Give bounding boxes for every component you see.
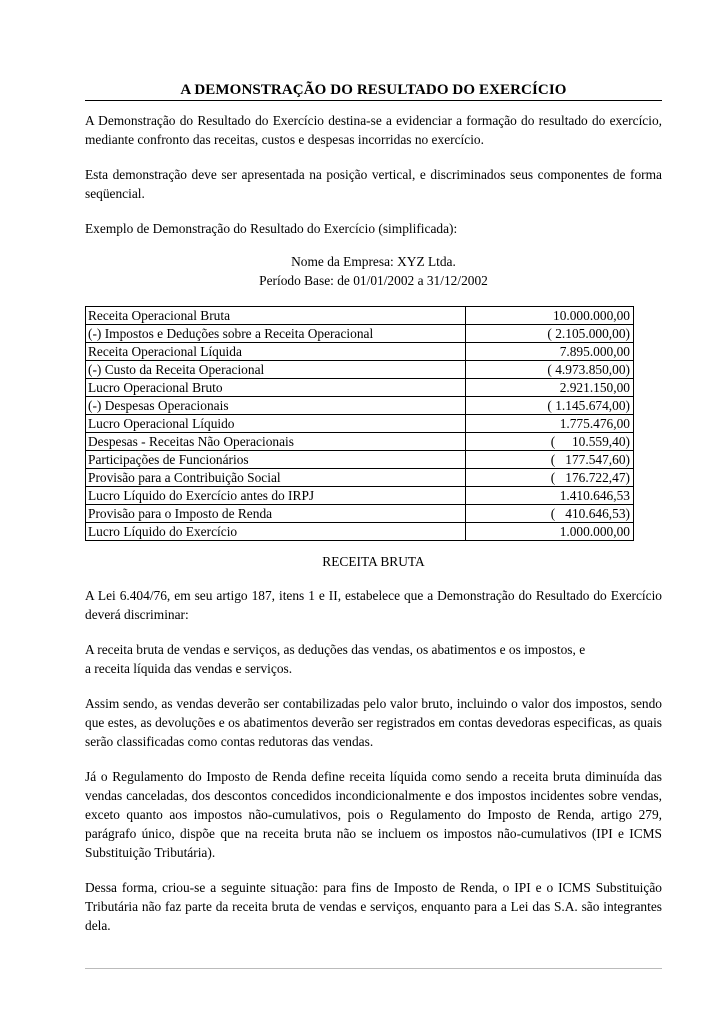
section-heading: RECEITA BRUTA	[322, 554, 425, 569]
row-value: ( 4.973.850,00)	[466, 361, 634, 379]
row-value: ( 1.145.674,00)	[466, 397, 634, 415]
row-value: ( 10.559,40)	[466, 433, 634, 451]
table-row	[86, 523, 634, 541]
section-list-line-2: a receita líquida das vendas e serviços.	[85, 661, 293, 676]
row-value: 1.775.476,00	[466, 415, 634, 433]
table-row	[86, 505, 634, 523]
row-value: 1.410.646,53	[466, 487, 634, 505]
row-label: Despesas - Receitas Não Operacionais	[86, 433, 466, 451]
table-row	[86, 361, 634, 379]
table-row	[86, 379, 634, 397]
table-row	[86, 343, 634, 361]
section-paragraph-2: Assim sendo, as vendas deverão ser contabilizadas pelo valor bruto, incluindo o valor dos impostos, sendo que estes, as devoluções e os abatimentos deverão ser registrados em contas devedoras especificas, as quais serão classificadas como contas redutoras das vendas.	[85, 696, 662, 749]
document-page	[85, 82, 662, 951]
row-label: Provisão para o Imposto de Renda	[86, 505, 466, 523]
section-paragraph-1: A Lei 6.404/76, em seu artigo 187, itens 1 e II, estabelece que a Demonstração do Resultado do Exercício deverá discriminar:	[85, 588, 662, 622]
row-label: Receita Operacional Líquida	[86, 343, 466, 361]
row-value: 2.921.150,00	[466, 379, 634, 397]
row-value: 1.000.000,00	[466, 523, 634, 541]
row-label: (-) Impostos e Deduções sobre a Receita Operacional	[86, 325, 466, 343]
section-paragraph-4: Dessa forma, criou-se a seguinte situação: para fins de Imposto de Renda, o IPI e o ICMS Substituição Tributária não faz parte da receita bruta de vendas e serviços, enquanto para a Lei das S.A. são integrantes dela.	[85, 880, 662, 933]
period: Período Base: de 01/01/2002 a 31/12/2002	[259, 273, 488, 288]
row-value: ( 2.105.000,00)	[466, 325, 634, 343]
table-row	[86, 433, 634, 451]
company-header	[85, 252, 662, 290]
row-value: ( 176.722,47)	[466, 469, 634, 487]
row-label: Lucro Operacional Líquido	[86, 415, 466, 433]
row-label: Lucro Operacional Bruto	[86, 379, 466, 397]
row-label: Provisão para a Contribuição Social	[86, 469, 466, 487]
row-label: (-) Custo da Receita Operacional	[86, 361, 466, 379]
income-statement-table	[85, 306, 634, 541]
row-value: 10.000.000,00	[466, 307, 634, 325]
row-label: Lucro Líquido do Exercício antes do IRPJ	[86, 487, 466, 505]
footer-divider	[85, 968, 662, 969]
document-title: A DEMONSTRAÇÃO DO RESULTADO DO EXERCÍCIO	[85, 82, 662, 101]
company-name: Nome da Empresa: XYZ Ltda.	[291, 254, 456, 269]
row-label: Receita Operacional Bruta	[86, 307, 466, 325]
intro-paragraph-3: Exemplo de Demonstração do Resultado do Exercício (simplificada):	[85, 221, 458, 236]
table-row	[86, 487, 634, 505]
section-paragraph-3: Já o Regulamento do Imposto de Renda define receita líquida como sendo a receita bruta diminuída das vendas canceladas, dos descontos concedidos incondicionalmente e dos impostos incidentes sobre vendas, exceto quanto aos impostos não-cumulativos, pois o Regulamento do Imposto de Renda, artigo 279, parágrafo único, dispõe que na receita bruta não se incluem os impostos não-cumulativos (IPI e ICMS Substituição Tributária).	[85, 769, 662, 860]
table-row	[86, 307, 634, 325]
table-row	[86, 397, 634, 415]
table-row	[86, 469, 634, 487]
table-row	[86, 451, 634, 469]
row-label: Lucro Líquido do Exercício	[86, 523, 466, 541]
row-label: Participações de Funcionários	[86, 451, 466, 469]
table-row	[86, 325, 634, 343]
row-value: 7.895.000,00	[466, 343, 634, 361]
row-value: ( 177.547,60)	[466, 451, 634, 469]
row-value: ( 410.646,53)	[466, 505, 634, 523]
row-label: (-) Despesas Operacionais	[86, 397, 466, 415]
intro-paragraph-1: A Demonstração do Resultado do Exercício destina-se a evidenciar a formação do resultado do exercício, mediante confronto das receitas, custos e despesas incorridas no exercício.	[85, 113, 662, 147]
table-row	[86, 415, 634, 433]
section-list-line-1: A receita bruta de vendas e serviços, as deduções das vendas, os abatimentos e os impostos, e	[85, 642, 586, 657]
section-list	[85, 640, 662, 678]
intro-paragraph-2: Esta demonstração deve ser apresentada na posição vertical, e discriminados seus componentes de forma seqüencial.	[85, 167, 662, 201]
